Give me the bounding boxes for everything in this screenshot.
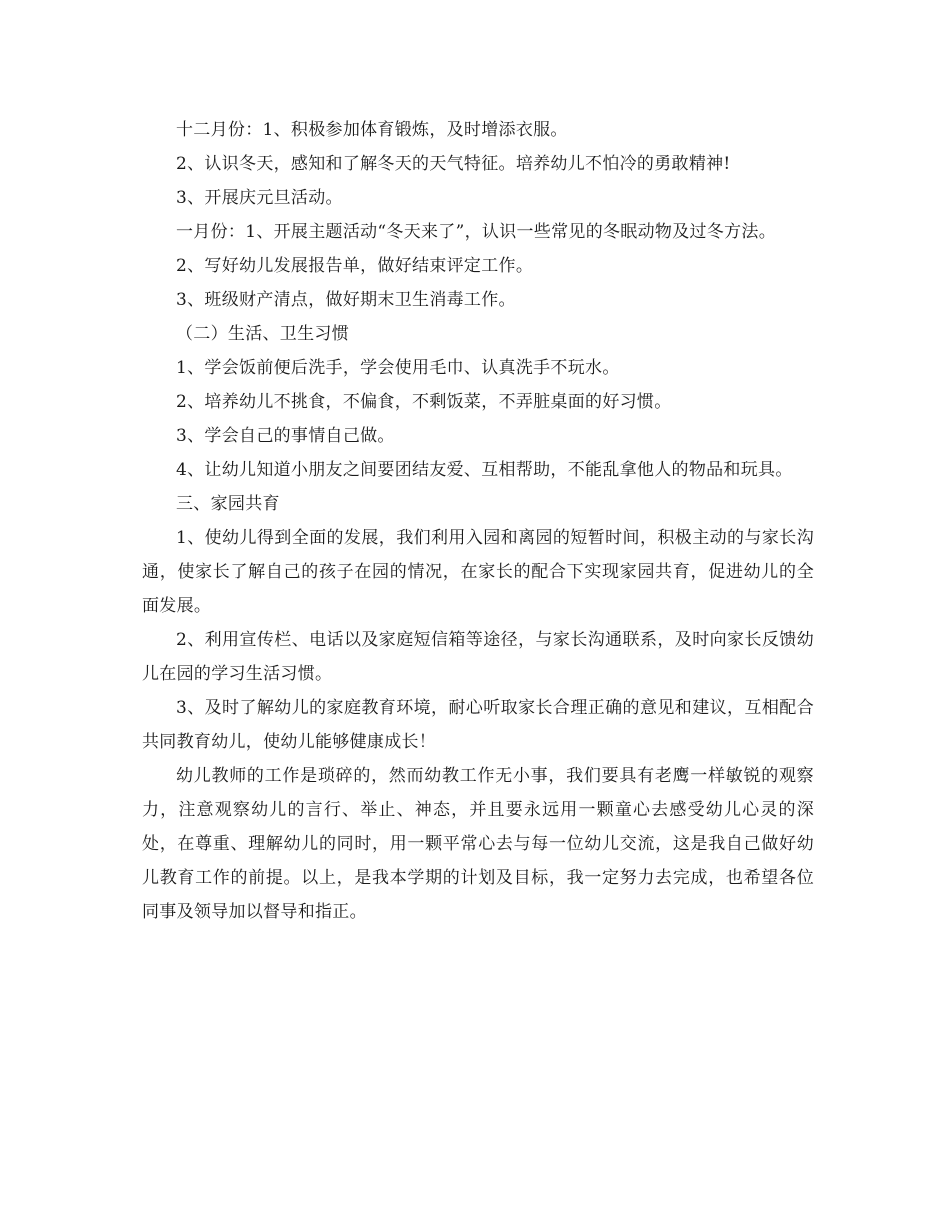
paragraph-december-1: 十二月份：1、积极参加体育锻炼，及时增添衣服。 xyxy=(176,120,568,140)
section-heading-home-school: 三、家园共育 xyxy=(176,494,280,514)
paragraph-habits-2: 2、培养幼儿不挑食，不偏食，不剩饭菜，不弄脏桌面的好习惯。 xyxy=(176,392,672,412)
paragraph-january-3: 3、班级财产清点，做好期末卫生消毒工作。 xyxy=(176,290,516,310)
paragraph-home-school-2: 2、利用宣传栏、电话以及家庭短信箱等途径，与家长沟通联系，及时向家长反馈幼儿在园的学习生活习惯。 xyxy=(142,630,814,684)
paragraph-december-3: 3、开展庆元旦活动。 xyxy=(176,188,343,208)
paragraph-habits-3: 3、学会自己的事情自己做。 xyxy=(176,426,395,446)
paragraph-january-1: 一月份：1、开展主题活动“冬天来了”，认识一些常见的冬眠动物及过冬方法。 xyxy=(176,222,776,242)
paragraph-habits-4: 4、让幼儿知道小朋友之间要团结友爱、互相帮助，不能乱拿他人的物品和玩具。 xyxy=(176,460,793,480)
document-page xyxy=(142,113,814,929)
paragraph-december-2: 2、认识冬天，感知和了解冬天的天气特征。培养幼儿不怕冷的勇敢精神! xyxy=(176,154,731,174)
paragraph-habits-1: 1、学会饭前便后洗手，学会使用毛巾、认真洗手不玩水。 xyxy=(176,358,620,378)
paragraph-home-school-1: 1、使幼儿得到全面的发展，我们利用入园和离园的短暂时间，积极主动的与家长沟通，使家长了解自己的孩子在园的情况，在家长的配合下实现家园共育，促进幼儿的全面发展。 xyxy=(142,528,814,616)
paragraph-conclusion: 幼儿教师的工作是琐碎的，然而幼教工作无小事，我们要具有老鹰一样敏锐的观察力，注意观察幼儿的言行、举止、神态，并且要永远用一颗童心去感受幼儿心灵的深处，在尊重、理解幼儿的同时，用一颗平常心去与每一位幼儿交流，这是我自己做好幼儿教育工作的前提。以上，是我本学期的计划及目标，我一定努力去完成，也希望各位同事及领导加以督导和指正。 xyxy=(142,766,814,922)
paragraph-home-school-3: 3、及时了解幼儿的家庭教育环境，耐心听取家长合理正确的意见和建议，互相配合共同教育幼儿，使幼儿能够健康成长！ xyxy=(142,698,814,752)
section-heading-habits: （二）生活、卫生习惯 xyxy=(176,324,349,344)
paragraph-january-2: 2、写好幼儿发展报告单，做好结束评定工作。 xyxy=(176,256,534,276)
